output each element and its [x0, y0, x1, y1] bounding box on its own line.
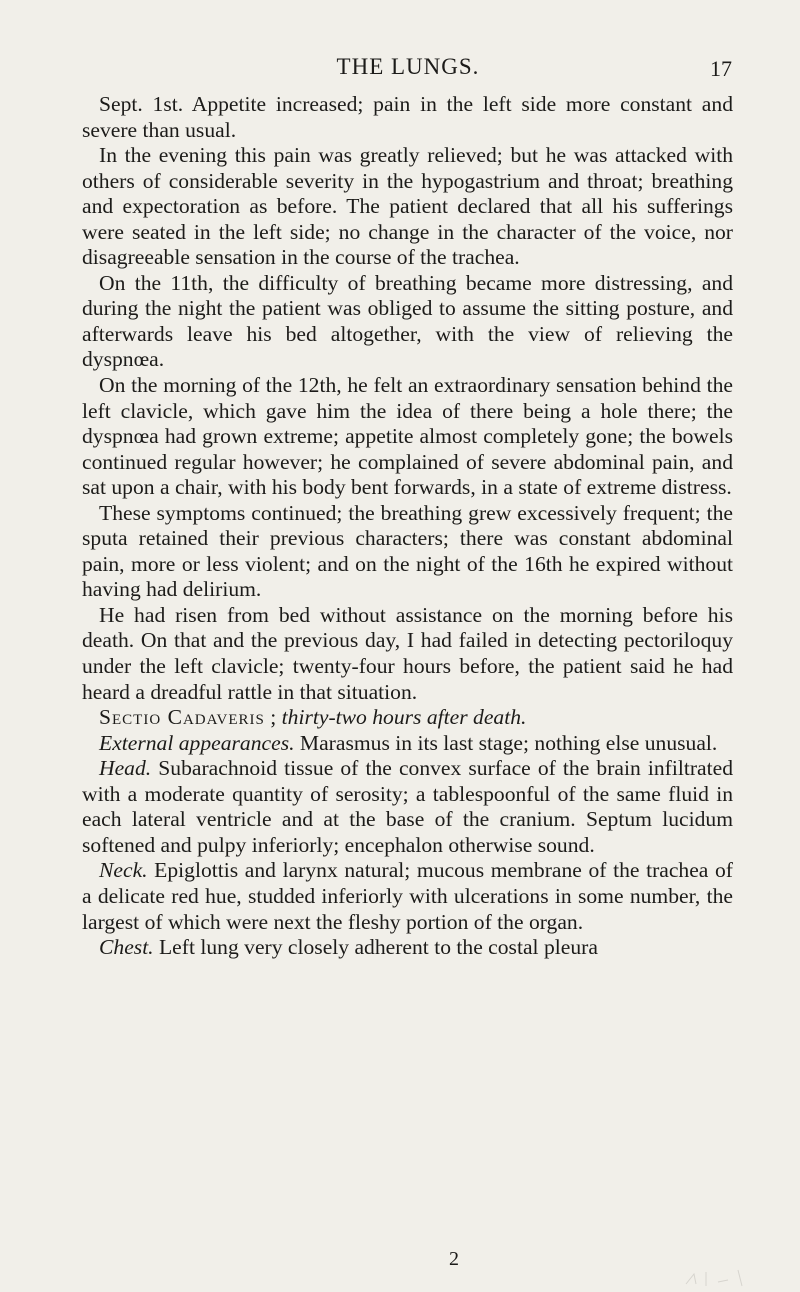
section-lead: Neck.: [99, 858, 148, 883]
show-through-marks: [682, 1266, 752, 1288]
running-title: THE LUNGS.: [336, 54, 480, 79]
paragraph: These symptoms continued; the breathing grew excessively frequent; the sputa retained their previous characters; there was constant abdominal pain, more or less violent; and on the night of the 16th he expired without having had delirium.: [82, 500, 733, 602]
paragraph: Neck. Epiglottis and larynx natural; mucous membrane of the trachea of a delicate red hue, studded inferiorly with ulcerations in some number, the largest of which were next the fleshy portion of the organ.: [82, 858, 733, 934]
paragraph: In the evening this pain was greatly relieved; but he was attacked with others of considerable severity in the hypogastrium and throat; breathing and expectoration as before. The patient declared that all his sufferings were seated in the left side; no change in the character of the voice, nor disagreeable sensation in the course of the trachea.: [82, 143, 733, 270]
sectio-heading: Sectio Cadaveris ; thirty-two hours after death.: [99, 705, 527, 730]
sectio-label: Sectio Cadaveris: [99, 705, 265, 730]
paragraph: Head. Subarachnoid tissue of the convex surface of the brain infiltrated with a moderate quantity of serosity; a tablespoonful of the same fluid in each lateral ventricle and at the base of the cranium. Septum lucidum softened and pulpy inferiorly; encephalon otherwise sound.: [82, 756, 733, 857]
sectio-time: thirty-two hours after death.: [281, 705, 527, 730]
signature-mark: 2: [449, 1248, 459, 1270]
section-lead: External appearances.: [99, 730, 295, 755]
paragraph: He had risen from bed without assistance on the morning before his death. On that and the previous day, I had failed in detecting pectoriloquy under the left clavicle; twenty-four hours before, the patient said he had heard a dreadful rattle in that situation.: [82, 602, 733, 704]
running-head: [78, 54, 738, 82]
paragraph: External appearances. Marasmus in its last stage; nothing else unusual.: [99, 730, 718, 755]
paragraph: On the 11th, the difficulty of breathing became more distressing, and during the night the patient was obliged to assume the sitting posture, and afterwards leave his bed altogether, with the view of relieving the dyspnœa.: [82, 270, 733, 372]
section-lead: Chest.: [99, 935, 154, 960]
paragraph: Sept. 1st. Appetite increased; pain in the left side more constant and severe than usual.: [82, 92, 733, 142]
paragraph: Chest. Left lung very closely adherent to the costal pleura: [99, 935, 598, 960]
page-number: 17: [710, 56, 732, 81]
section-lead: Head.: [99, 756, 152, 781]
paragraph: On the morning of the 12th, he felt an extraordinary sensation behind the left clavicle, which gave him the idea of there being a hole there; the dyspnœa had grown extreme; appetite almost completely gone; the bowels continued regular however; he complained of severe abdominal pain, and sat upon a chair, with his body bent forwards, in a state of extreme distress.: [82, 373, 733, 500]
body-text: [82, 92, 733, 961]
